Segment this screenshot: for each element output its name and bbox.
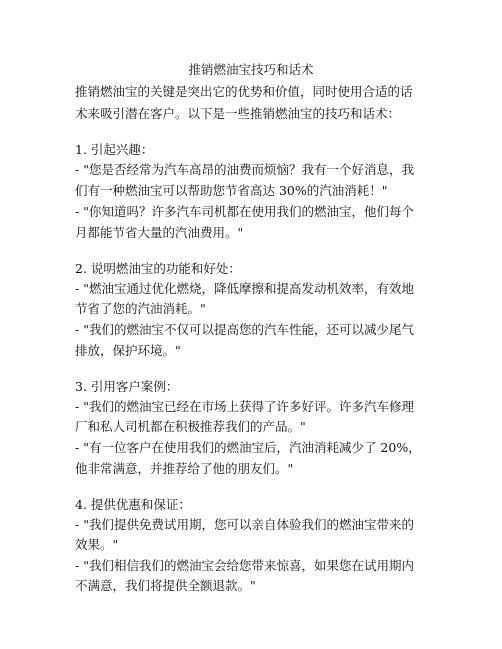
section-line: 不满意，我们将提供全额退款。" — [75, 578, 256, 593]
section-line: - "有一位客户在使用我们的燃油宝后，汽油消耗减少了 20%， — [75, 440, 421, 455]
section-line: 节省了您的汽油消耗。" — [75, 301, 206, 316]
section-line: - "我们的燃油宝已经在市场上获得了许多好评。许多汽车修理 — [75, 399, 414, 414]
section-heading: 3. 引用客户案例： — [75, 379, 179, 394]
section-line: 效果。" — [75, 537, 119, 552]
section-heading: 4. 提供优惠和保证： — [75, 497, 191, 512]
section-line: - "你知道吗？许多汽车司机都在使用我们的燃油宝，他们每个 — [75, 204, 414, 219]
section-line: 们有一种燃油宝可以帮助您节省高达 30%的汽油消耗！" — [75, 183, 388, 198]
section-line: - "燃油宝通过优化燃烧，降低摩擦和提高发动机效率，有效地 — [75, 281, 414, 296]
section-line: 他非常满意，并推荐给了他的朋友们。" — [75, 461, 294, 476]
section-line: - "我们相信我们的燃油宝会给您带来惊喜，如果您在试用期内 — [75, 558, 414, 573]
section-line: 厂和私人司机都在积极推荐我们的产品。" — [75, 419, 306, 434]
section-heading: 2. 说明燃油宝的功能和好处： — [75, 261, 241, 276]
section-heading: 1. 引起兴趣： — [75, 142, 154, 157]
intro-line: 术来吸引潜在客户。以下是一些推销燃油宝的技巧和话术： — [75, 106, 401, 121]
section-line: - "我们的燃油宝不仅可以提高您的汽车性能，还可以减少尾气 — [75, 322, 414, 337]
section-line: - "我们提供免费试用期，您可以亲自体验我们的燃油宝带来的 — [75, 517, 414, 532]
section-line: 月都能节省大量的汽油费用。" — [75, 225, 244, 240]
section-line: - "您是否经常为汽车高昂的油费而烦恼？我有一个好消息，我 — [75, 162, 414, 177]
intro-line: 推销燃油宝的关键是突出它的优势和价值，同时使用合适的话 — [75, 84, 413, 99]
document-title: 推销燃油宝技巧和话术 — [188, 62, 314, 77]
section-line: 排放，保护环境。" — [75, 343, 181, 358]
